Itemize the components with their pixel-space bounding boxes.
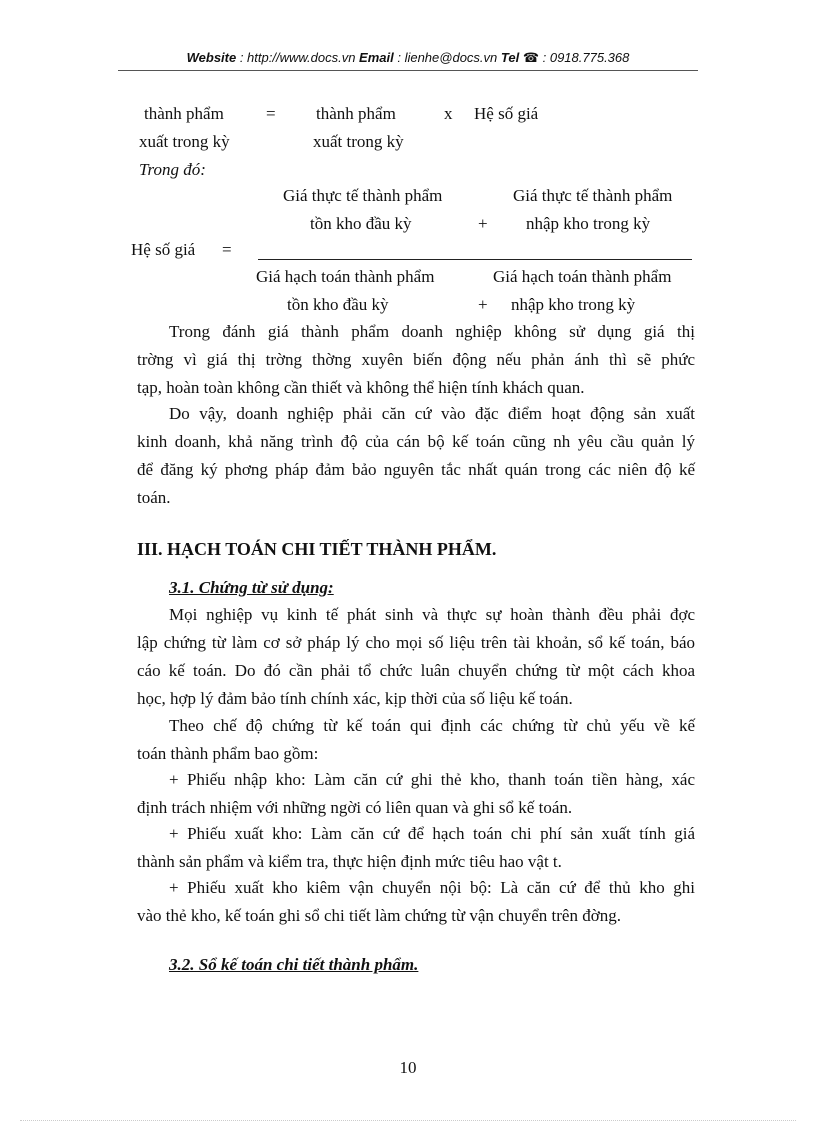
paragraph-line: học, hợp lý đảm bảo tính chính xác, kịp thời của số liệu kế toán. — [137, 689, 573, 708]
denominator-a-line1: Giá hạch toán thành phẩm — [256, 267, 435, 286]
page-header — [0, 50, 816, 66]
paragraph-line: cáo kế toán. Do đó cần phải tổ chức luân chuyển chứng từ một cách khoa — [137, 661, 695, 680]
paragraph-line: để đăng ký phơng pháp đảm bảo nguyên tắc nhất quán trong các niên độ kế — [137, 460, 695, 479]
tel-label: Tel — [500, 50, 523, 65]
paragraph-line: định trách nhiệm với những ngời có liên quan và ghi sổ kế toán. — [137, 798, 573, 817]
paragraph-line: tạp, hoàn toàn không cần thiết và không thể hiện tính khách quan. — [137, 378, 585, 397]
trong-do-label: Trong đó: — [139, 160, 206, 179]
paragraph-line: toán thành phẩm bao gồm: — [137, 744, 319, 763]
paragraph-line: Trong đánh giá thành phẩm doanh nghiệp không sử dụng giá thị — [169, 322, 695, 341]
tel-value: : 0918.775.368 — [539, 50, 630, 65]
formula1-right: Hệ số giá — [474, 104, 539, 123]
paragraph-3 — [137, 601, 695, 713]
denominator-b-line2: nhập kho trong kỳ — [511, 295, 636, 314]
formula2-equals: = — [222, 240, 232, 259]
paragraph-2 — [137, 400, 695, 512]
numerator-plus: + — [478, 214, 488, 233]
denominator-a-line2: tồn kho đầu kỳ — [287, 295, 389, 314]
paragraph-line: lập chứng từ làm cơ sở pháp lý cho mọi số liệu trên tài khoản, sổ kế toán, báo — [137, 633, 695, 652]
he-so-gia-label: Hệ số giá — [131, 240, 196, 259]
numerator-b-line2: nhập kho trong kỳ — [526, 214, 651, 233]
numerator-a-line1: Giá thực tế thành phẩm — [283, 186, 443, 205]
section-heading-iii: III. HẠCH TOÁN CHI TIẾT THÀNH PHẨM. — [137, 539, 497, 559]
formula1-mid-line2: xuất trong kỳ — [313, 132, 404, 151]
email-value: : lienhe@docs.vn — [393, 50, 501, 65]
paragraph-line: Theo chế độ chứng từ kế toán qui định các chứng từ chủ yếu về kế — [169, 716, 695, 735]
paragraph-6 — [137, 820, 695, 876]
website-value: : http://www.docs.vn — [236, 50, 360, 65]
formula1-mid-line1: thành phẩm — [316, 104, 396, 123]
page-bottom-divider — [20, 1120, 796, 1121]
paragraph-line: vào thẻ kho, kế toán ghi sổ chi tiết làm chứng từ vận chuyển trên đờng. — [137, 906, 621, 925]
paragraph-line: thành sản phẩm và kiểm tra, thực hiện định mức tiêu hao vật t. — [137, 852, 562, 871]
paragraph-line: kinh doanh, khả năng trình độ của cán bộ kế toán cũng nh yêu cầu quản lý — [137, 432, 695, 451]
denominator-plus: + — [478, 295, 488, 314]
paragraph-line: trờng vì giá thị trờng thờng xuyên biến động nếu phản ánh thì sẽ phức — [137, 350, 695, 369]
page-number: 10 — [399, 1058, 417, 1077]
fraction-line — [258, 259, 692, 260]
formula1-times: x — [444, 104, 453, 123]
paragraph-line: + Phiếu xuất kho kiêm vận chuyển nội bộ: Là căn cứ để thủ kho ghi — [169, 878, 695, 897]
header-rule — [118, 70, 698, 71]
phone-icon: ☎ — [522, 50, 540, 65]
numerator-b-line1: Giá thực tế thành phẩm — [513, 186, 673, 205]
paragraph-line: Do vậy, doanh nghiệp phải căn cứ vào đặc điểm hoạt động sản xuất — [169, 404, 695, 423]
paragraph-7 — [137, 874, 695, 930]
subheading-3-1: 3.1. Chứng từ sử dụng: — [169, 578, 334, 597]
paragraph-4 — [137, 712, 695, 768]
email-label: Email — [359, 50, 394, 65]
paragraph-1 — [137, 318, 695, 402]
denominator-b-line1: Giá hạch toán thành phẩm — [493, 267, 672, 286]
numerator-a-line2: tồn kho đầu kỳ — [310, 214, 412, 233]
paragraph-line: + Phiếu nhập kho: Làm căn cứ ghi thẻ kho, thanh toán tiền hàng, xác — [169, 770, 695, 789]
formula1-left-line2: xuất trong kỳ — [139, 132, 230, 151]
website-label: Website — [186, 50, 237, 65]
formula1-equals: = — [266, 104, 276, 123]
paragraph-line: toán. — [137, 488, 171, 507]
subheading-3-2: 3.2. Sổ kế toán chi tiết thành phẩm. — [169, 955, 419, 974]
paragraph-5 — [137, 766, 695, 822]
formula1-left-line1: thành phẩm — [144, 104, 224, 123]
paragraph-line: Mọi nghiệp vụ kinh tế phát sinh và thực sự hoàn thành đều phải đợc — [169, 605, 695, 624]
paragraph-line: + Phiếu xuất kho: Làm căn cứ để hạch toán chi phí sản xuất tính giá — [169, 824, 695, 843]
